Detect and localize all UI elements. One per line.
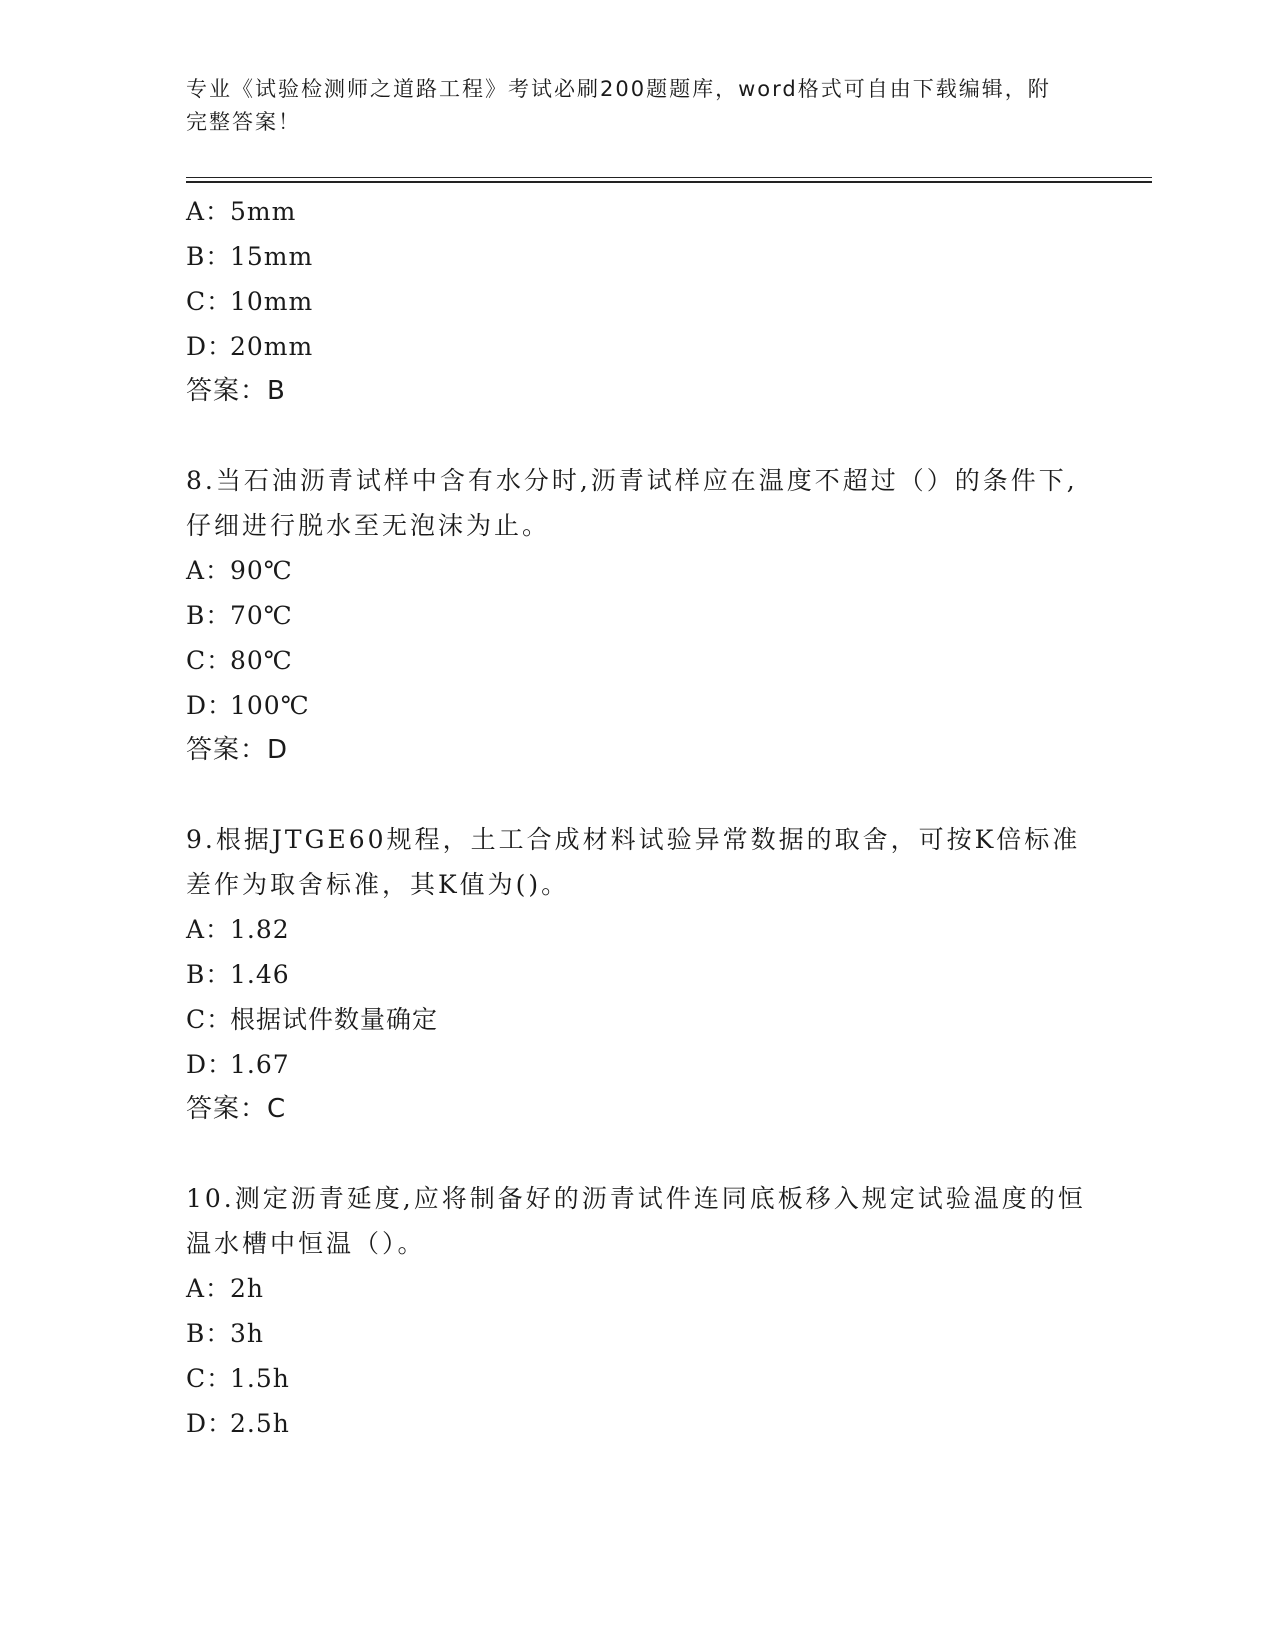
option-b bbox=[186, 1311, 1086, 1356]
option-text: 15mm bbox=[230, 242, 314, 271]
option-text: 1.46 bbox=[230, 960, 290, 989]
option-label: A： bbox=[186, 197, 232, 226]
option-text: 80℃ bbox=[230, 646, 293, 675]
option-text: 1.82 bbox=[230, 915, 290, 944]
option-a bbox=[186, 189, 1086, 234]
document-title: 专业《试验检测师之道路工程》考试必刷200题题库，word格式可自由下载编辑，附完整答案！ bbox=[186, 77, 1051, 134]
option-c bbox=[186, 279, 1086, 324]
option-b bbox=[186, 952, 1086, 997]
option-label: B： bbox=[186, 601, 232, 630]
option-label: C： bbox=[186, 1005, 233, 1034]
question-text: 10.测定沥青延度,应将制备好的沥青试件连同底板移入规定试验温度的恒温水槽中恒温（）。 bbox=[186, 1184, 1086, 1258]
header-rule-thin bbox=[186, 177, 1152, 178]
option-d bbox=[186, 324, 1086, 369]
question-10 bbox=[186, 1176, 1086, 1446]
question-8 bbox=[186, 458, 1086, 773]
option-text: 70℃ bbox=[230, 601, 293, 630]
option-text: 2.5h bbox=[230, 1409, 290, 1438]
question-text: 8.当石油沥青试样中含有水分时,沥青试样应在温度不超过（）的条件下,仔细进行脱水至无泡沫为止。 bbox=[186, 466, 1078, 540]
option-label: A： bbox=[186, 915, 232, 944]
option-label: D： bbox=[186, 332, 234, 361]
option-text: 2h bbox=[230, 1274, 265, 1303]
option-c bbox=[186, 1356, 1086, 1401]
option-d bbox=[186, 1401, 1086, 1446]
option-label: D： bbox=[186, 1050, 234, 1079]
option-d bbox=[186, 683, 1086, 728]
option-text: 1.67 bbox=[230, 1050, 290, 1079]
option-text: 10mm bbox=[230, 287, 314, 316]
option-text: 3h bbox=[230, 1319, 265, 1348]
option-text: 5mm bbox=[230, 197, 297, 226]
option-label: B： bbox=[186, 242, 232, 271]
header-rule-thick bbox=[186, 181, 1152, 183]
question-9 bbox=[186, 817, 1086, 1132]
option-label: D： bbox=[186, 691, 234, 720]
option-c bbox=[186, 997, 1086, 1042]
answer: 答案：B bbox=[186, 376, 286, 406]
option-text: 20mm bbox=[230, 332, 314, 361]
option-label: A： bbox=[186, 556, 232, 585]
option-label: A： bbox=[186, 1274, 232, 1303]
option-a bbox=[186, 907, 1086, 952]
question-text: 9.根据JTGE60规程，土工合成材料试验异常数据的取舍，可按K倍标准差作为取舍标准，其K值为()。 bbox=[186, 825, 1081, 899]
option-b bbox=[186, 234, 1086, 279]
option-a bbox=[186, 1266, 1086, 1311]
answer: 答案：C bbox=[186, 1094, 287, 1124]
question-list bbox=[186, 189, 1086, 1446]
option-d bbox=[186, 1042, 1086, 1087]
question-7-continued bbox=[186, 189, 1086, 414]
option-b bbox=[186, 593, 1086, 638]
option-c bbox=[186, 638, 1086, 683]
answer: 答案：D bbox=[186, 735, 289, 765]
option-a bbox=[186, 548, 1086, 593]
option-label: C： bbox=[186, 646, 233, 675]
option-text: 100℃ bbox=[230, 691, 310, 720]
option-label: C： bbox=[186, 1364, 233, 1393]
option-label: D： bbox=[186, 1409, 234, 1438]
option-label: B： bbox=[186, 960, 232, 989]
option-text: 1.5h bbox=[230, 1364, 290, 1393]
option-text: 根据试件数量确定 bbox=[230, 1005, 439, 1034]
option-label: C： bbox=[186, 287, 233, 316]
option-label: B： bbox=[186, 1319, 232, 1348]
option-text: 90℃ bbox=[230, 556, 293, 585]
